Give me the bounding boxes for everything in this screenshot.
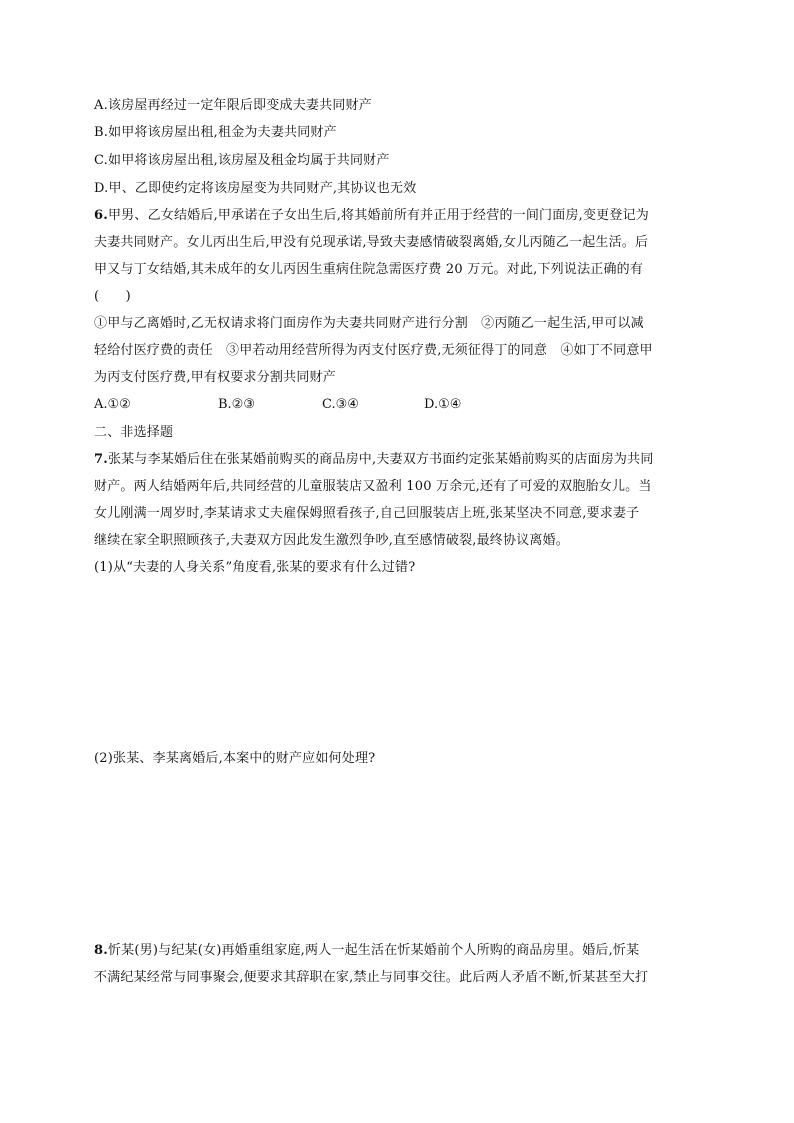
q6-choice-b: B.②③	[218, 397, 255, 412]
q6-stem-line-3: 甲又与丁女结婚,其未成年的女儿丙因生重病住院急需医疗费 20 万元。对此,下列说法正确的有	[94, 262, 644, 277]
q6-stem-line-1: 6.甲男、乙女结婚后,甲承诺在子女出生后,将其婚前所有并正用于经营的一间门面房,变更登记为	[94, 208, 649, 223]
q7-stem-line-3: 女儿刚满一周岁时,李某请求丈夫雇保姆照看孩子,自己回服装店上班,张某坚决不同意,要求妻子	[94, 506, 640, 521]
q6-statement-line-2: 轻给付医疗费的责任 ③甲若动用经营所得为丙支付医疗费,无须征得丁的同意 ④如丁不同意甲	[94, 343, 653, 358]
q7-stem-line-1: 7.张某与李某婚后住在张某婚前购买的商品房中,夫妻双方书面约定张某婚前购买的店面房为共同	[94, 452, 654, 467]
q7-stem-line-4: 继续在家全职照顾孩子,夫妻双方因此发生激烈争吵,直至感情破裂,最终协议离婚。	[94, 533, 569, 548]
q8-stem-line-1: 8.忻某(男)与纪某(女)再婚重组家庭,两人一起生活在忻某婚前个人所购的商品房里。婚后,忻某	[94, 943, 640, 958]
q7-number: 7.	[94, 452, 108, 467]
q7-stem-line-2: 财产。两人结婚两年后,共同经营的儿童服装店又盈利 100 万余元,还有了可爱的双胞胎女儿。当	[94, 479, 652, 494]
q7-subquestion-1: (1)从“夫妻的人身关系”角度看,张某的要求有什么过错?	[94, 560, 416, 575]
q6-choices	[94, 396, 704, 414]
q6-choice-d: D.①④	[424, 397, 462, 412]
q6-statement-line-3: 为丙支付医疗费,甲有权要求分割共同财产	[94, 370, 336, 385]
q7-subquestion-2: (2)张某、李某离婚后,本案中的财产应如何处理?	[94, 751, 376, 766]
q6-stem-line-2: 夫妻共同财产。女儿丙出生后,甲没有兑现承诺,导致夫妻感情破裂离婚,女儿丙随乙一起生活。后	[94, 235, 649, 250]
q6-statement-line-1: ①甲与乙离婚时,乙无权请求将门面房作为夫妻共同财产进行分割 ②丙随乙一起生活,甲可以减	[94, 316, 644, 331]
q6-answer-blank: ( )	[94, 289, 131, 304]
q8-stem-line-2: 不满纪某经常与同事聚会,便要求其辞职在家,禁止与同事交往。此后两人矛盾不断,忻某甚至大打	[94, 970, 649, 985]
q5-option-d: D.甲、乙即使约定将该房屋变为共同财产,其协议也无效	[94, 181, 417, 196]
q8-number: 8.	[94, 943, 108, 958]
q6-choice-a: A.①②	[94, 397, 131, 412]
section-title-non-choice: 二、非选择题	[94, 425, 174, 440]
q5-option-a: A.该房屋再经过一定年限后即变成夫妻共同财产	[94, 98, 372, 113]
q5-option-b: B.如甲将该房屋出租,租金为夫妻共同财产	[94, 125, 337, 140]
q5-option-c: C.如甲将该房屋出租,该房屋及租金均属于共同财产	[94, 153, 390, 168]
q6-choice-c: C.③④	[322, 397, 359, 412]
q6-number: 6.	[94, 208, 108, 223]
